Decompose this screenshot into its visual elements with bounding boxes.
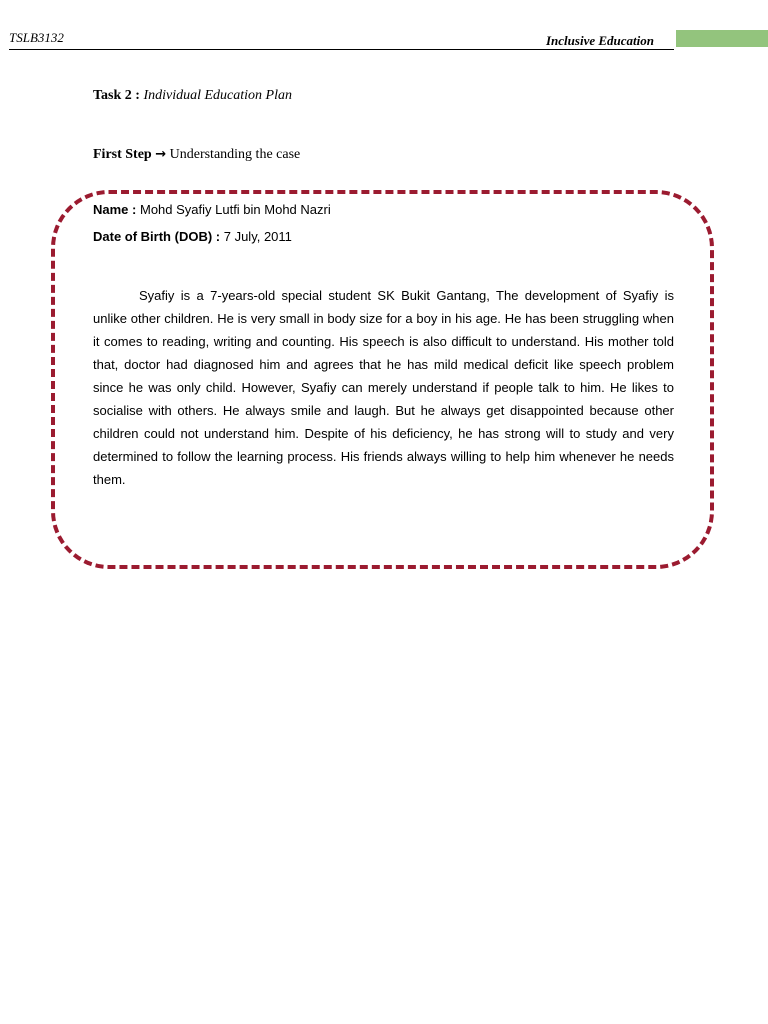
task-title: Individual Education Plan <box>143 88 292 103</box>
arrow-right-icon: → <box>155 147 167 162</box>
step-text: Understanding the case <box>169 147 301 162</box>
student-name-field <box>93 202 331 217</box>
dob-label: Date of Birth (DOB) : <box>93 229 221 244</box>
task-heading <box>93 88 292 104</box>
dob-field <box>93 229 292 244</box>
step-label: First Step <box>93 147 152 162</box>
header-rule <box>9 49 674 50</box>
header-accent-bar <box>676 30 768 47</box>
dob-value: 7 July, 2011 <box>223 229 292 244</box>
name-label: Name : <box>93 202 137 217</box>
course-code: TSLB3132 <box>9 30 64 45</box>
task-label: Task 2 : <box>93 88 140 103</box>
name-value: Mohd Syafiy Lutfi bin Mohd Nazri <box>139 202 331 217</box>
step-heading <box>93 147 300 163</box>
header-title: Inclusive Education <box>546 33 654 48</box>
case-description: Syafiy is a 7-years-old special student SK Bukit Gantang, The development of Syafiy is unlike other children. He is very small in body size for a boy in his age. He has been struggling when it comes to reading, writing and counting. His speech is also difficult to understand. His mother told that, doctor had diagnosed him and agrees that he has mild medical deficit like speech problem since he was only child. However, Syafiy can merely understand if people talk to him. He likes to socialise with others. He always smile and laugh. But he always get disappointed because other children could not understand him. Despite of his deficiency, he has strong will to study and very determined to follow the learning process. His friends always willing to help him whenever he needs them. <box>93 288 674 487</box>
